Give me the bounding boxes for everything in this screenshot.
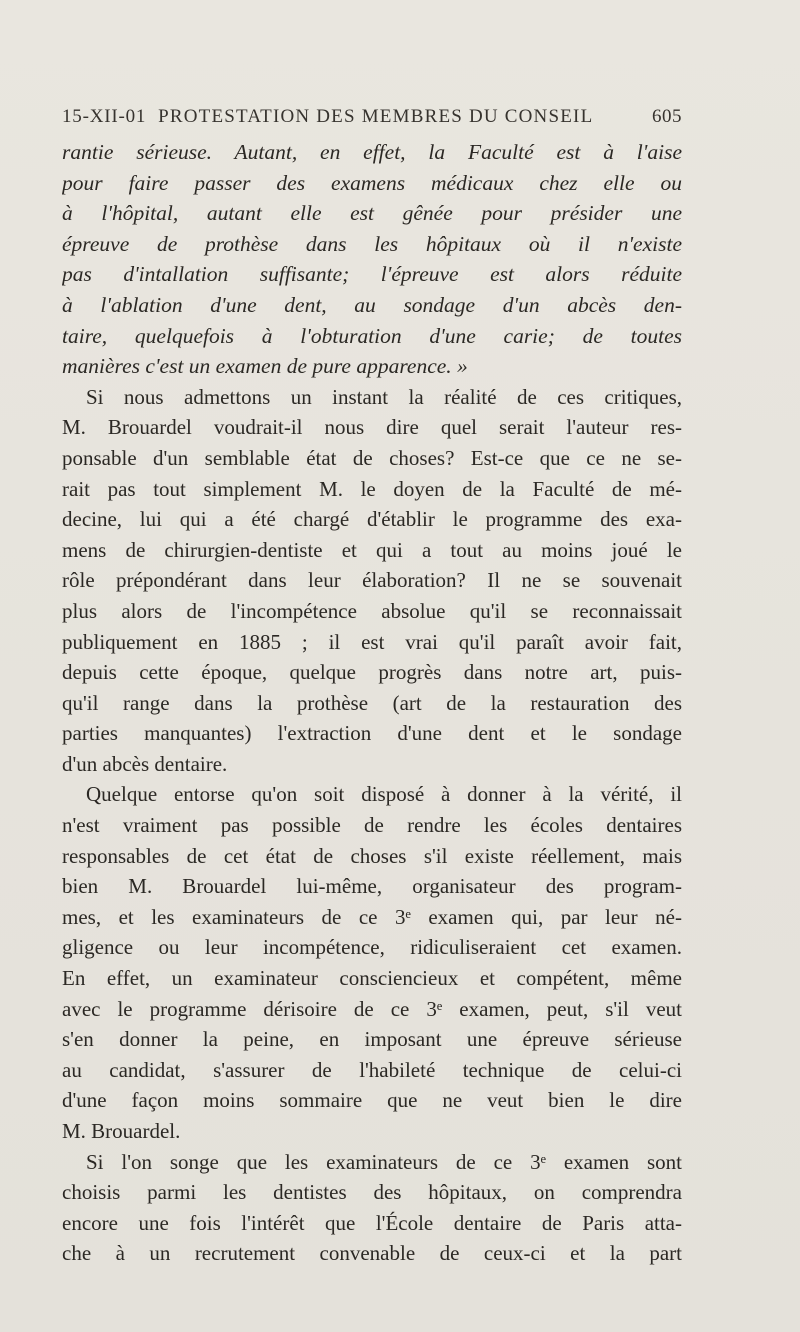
running-head-title: PROTESTATION DES MEMBRES DU CONSEIL <box>158 106 594 127</box>
body-text <box>62 137 682 1269</box>
text-line: à l'ablation d'une dent, au sondage d'un abcès den- <box>62 292 682 317</box>
text-line: d'une façon moins sommaire que ne veut bien le dire <box>62 1088 682 1113</box>
text-line: M. Brouardel. <box>62 1119 181 1143</box>
text-line: s'en donner la peine, en imposant une épreuve sérieuse <box>62 1027 682 1052</box>
text-line: rantie sérieuse. Autant, en effet, la Faculté est à l'aise <box>62 140 682 164</box>
page-number: 605 <box>652 106 682 127</box>
paragraph-3 <box>62 1147 682 1269</box>
text-line: gligence ou leur incompétence, ridiculiseraient cet examen. <box>62 935 682 960</box>
text-line: bien M. Brouardel lui-même, organisateur des program- <box>62 874 682 899</box>
running-head-left <box>62 106 593 128</box>
text-line: pour faire passer des examens médicaux chez elle ou <box>62 170 682 195</box>
text-line: che à un recrutement convenable de ceux-ci et la part <box>62 1241 682 1266</box>
text-line: au candidat, s'assurer de l'habileté technique de celui-ci <box>62 1057 682 1082</box>
text-line: qu'il range dans la prothèse (art de la restauration des <box>62 690 682 715</box>
text-line: rait pas tout simplement M. le doyen de la Faculté de mé- <box>62 476 682 501</box>
text-line: En effet, un examinateur consciencieux et compétent, même <box>62 966 682 991</box>
text-line: mes, et les examinateurs de ce 3ᵉ examen qui, par leur né- <box>62 904 682 929</box>
text-line: publiquement en 1885 ; il est vrai qu'il paraît avoir fait, <box>62 629 682 654</box>
text-line: parties manquantes) l'extraction d'une dent et le sondage <box>62 721 682 746</box>
text-line: épreuve de prothèse dans les hôpitaux où il n'existe <box>62 231 682 256</box>
text-line: encore une fois l'intérêt que l'École dentaire de Paris atta- <box>62 1210 682 1235</box>
text-line: mens de chirurgien-dentiste et qui a tout au moins joué le <box>62 537 682 562</box>
quoted-passage <box>62 137 682 382</box>
text-line: d'un abcès dentaire. <box>62 751 228 776</box>
text-line: à l'hôpital, autant elle est gênée pour présider une <box>62 201 682 226</box>
text-line: depuis cette époque, quelque progrès dans notre art, puis- <box>62 660 682 685</box>
text-line: choisis parmi les dentistes des hôpitaux, on comprendra <box>62 1180 682 1205</box>
text-line: decine, lui qui a été chargé d'établir le programme des exa- <box>62 507 682 532</box>
running-head-date: 15-XII-01 <box>62 106 147 127</box>
text-line: Quelque entorse qu'on soit disposé à donner à la vérité, il <box>86 782 682 807</box>
text-line: responsables de cet état de choses s'il existe réellement, mais <box>62 843 682 868</box>
text-line: Si l'on songe que les examinateurs de ce 3ᵉ examen sont <box>86 1149 682 1174</box>
text-line: plus alors de l'incompétence absolue qu'il se reconnaissait <box>62 598 682 623</box>
text-line: avec le programme dérisoire de ce 3ᵉ examen, peut, s'il veut <box>62 996 682 1021</box>
text-line: manières c'est un examen de pure apparence. » <box>62 354 468 379</box>
text-line: ponsable d'un semblable état de choses? Est-ce que ce ne se- <box>62 445 682 470</box>
text-line: M. Brouardel voudrait-il nous dire quel serait l'auteur res- <box>62 415 682 440</box>
paragraph-2 <box>62 779 682 1146</box>
paragraph-1 <box>62 382 682 780</box>
text-line: taire, quelquefois à l'obturation d'une carie; de toutes <box>62 323 682 348</box>
text-line: n'est vraiment pas possible de rendre les écoles dentaires <box>62 813 682 838</box>
text-line: rôle prépondérant dans leur élaboration? Il ne se souvenait <box>62 568 682 593</box>
text-line: pas d'intallation suffisante; l'épreuve est alors réduite <box>62 262 682 287</box>
text-line: Si nous admettons un instant la réalité de ces critiques, <box>86 384 682 409</box>
running-head <box>62 106 682 136</box>
